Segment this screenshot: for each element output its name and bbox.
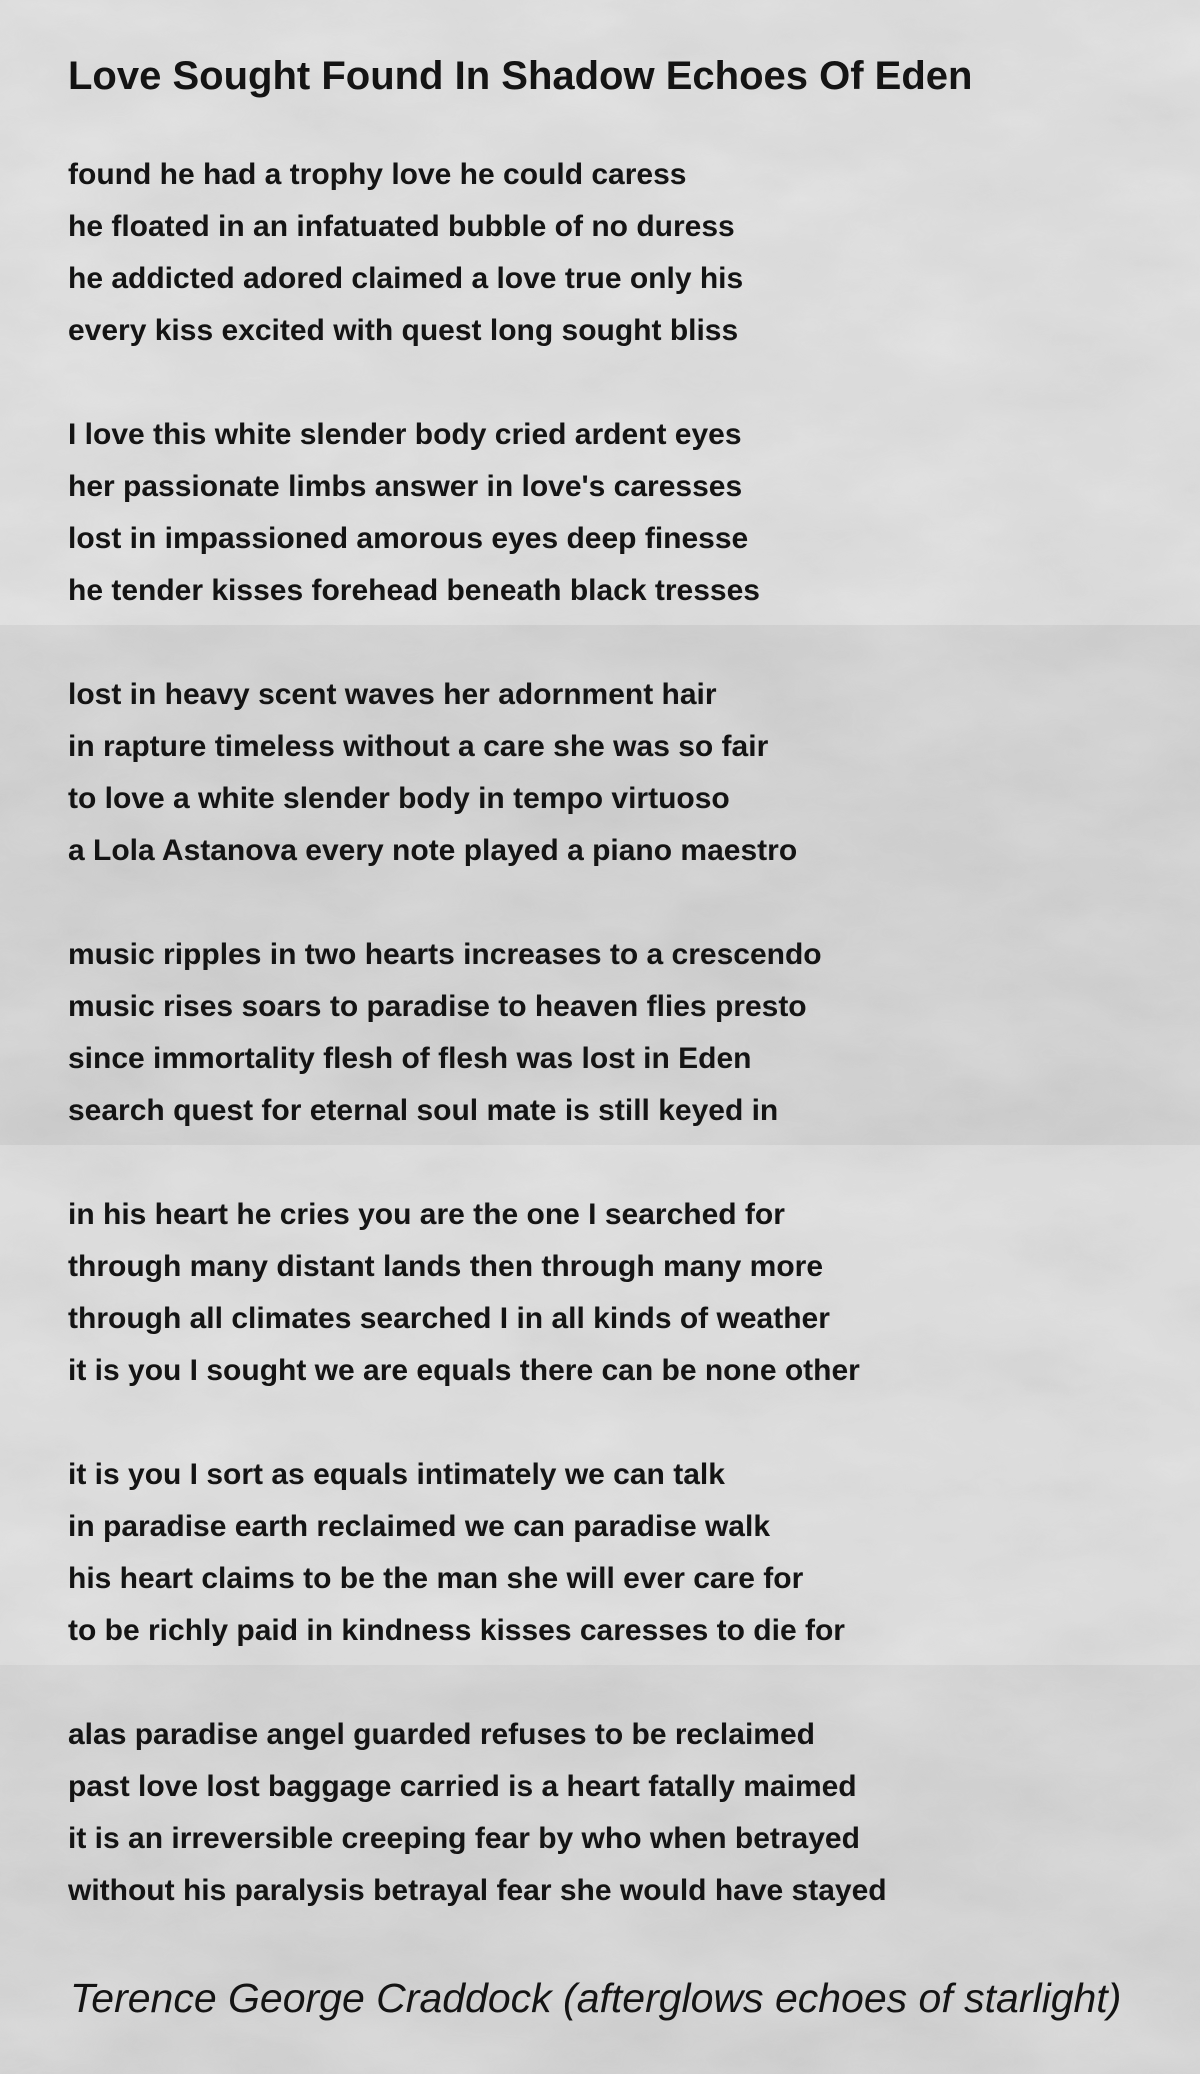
stanza xyxy=(68,929,1168,1137)
poem-line: music rises soars to paradise to heaven flies presto xyxy=(68,990,807,1023)
poem-line: lost in heavy scent waves her adornment hair xyxy=(68,678,717,711)
poem-line: past love lost baggage carried is a heart fatally maimed xyxy=(68,1770,857,1803)
poem-line: search quest for eternal soul mate is still keyed in xyxy=(68,1094,779,1127)
poem-line: every kiss excited with quest long sought bliss xyxy=(68,314,739,347)
poem-line: it is you I sought we are equals there can be none other xyxy=(68,1354,860,1387)
poem-line: without his paralysis betrayal fear she would have stayed xyxy=(68,1874,887,1907)
poem-line: he addicted adored claimed a love true only his xyxy=(68,262,744,295)
poem-body xyxy=(68,149,1168,1969)
stanza xyxy=(68,1189,1168,1397)
poem-line: I love this white slender body cried ardent eyes xyxy=(68,418,742,451)
poem-line: music ripples in two hearts increases to a crescendo xyxy=(68,938,822,971)
poem-line: since immortality flesh of flesh was lost in Eden xyxy=(68,1042,752,1075)
poem-line: through many distant lands then through many more xyxy=(68,1250,824,1283)
poem-line: his heart claims to be the man she will ever care for xyxy=(68,1562,804,1595)
poem-line: found he had a trophy love he could caress xyxy=(68,158,687,191)
poem-title: Love Sought Found In Shadow Echoes Of Eden xyxy=(68,54,973,98)
poem-line: her passionate limbs answer in love's caresses xyxy=(68,470,743,503)
stanza xyxy=(68,669,1168,877)
poem-line: he floated in an infatuated bubble of no duress xyxy=(68,210,735,243)
poem-author: Terence George Craddock (afterglows echoes of starlight) xyxy=(70,1975,1122,2021)
poem-line: in paradise earth reclaimed we can paradise walk xyxy=(68,1510,770,1543)
poem-line: alas paradise angel guarded refuses to be reclaimed xyxy=(68,1718,815,1751)
poem-line: a Lola Astanova every note played a piano maestro xyxy=(68,834,798,867)
stanza xyxy=(68,149,1168,357)
stanza xyxy=(68,1449,1168,1657)
poem-line: in rapture timeless without a care she was so fair xyxy=(68,730,769,763)
stanza xyxy=(68,1709,1168,1917)
poem-line: through all climates searched I in all kinds of weather xyxy=(68,1302,830,1335)
poem-line: lost in impassioned amorous eyes deep finesse xyxy=(68,522,749,555)
poem-line: in his heart he cries you are the one I searched for xyxy=(68,1198,785,1231)
poem-line: it is you I sort as equals intimately we can talk xyxy=(68,1458,725,1491)
poem-line: to love a white slender body in tempo virtuoso xyxy=(68,782,730,815)
poem-line: he tender kisses forehead beneath black tresses xyxy=(68,574,760,607)
poem-line: it is an irreversible creeping fear by who when betrayed xyxy=(68,1822,860,1855)
stanza xyxy=(68,409,1168,617)
poem-line: to be richly paid in kindness kisses caresses to die for xyxy=(68,1614,845,1647)
